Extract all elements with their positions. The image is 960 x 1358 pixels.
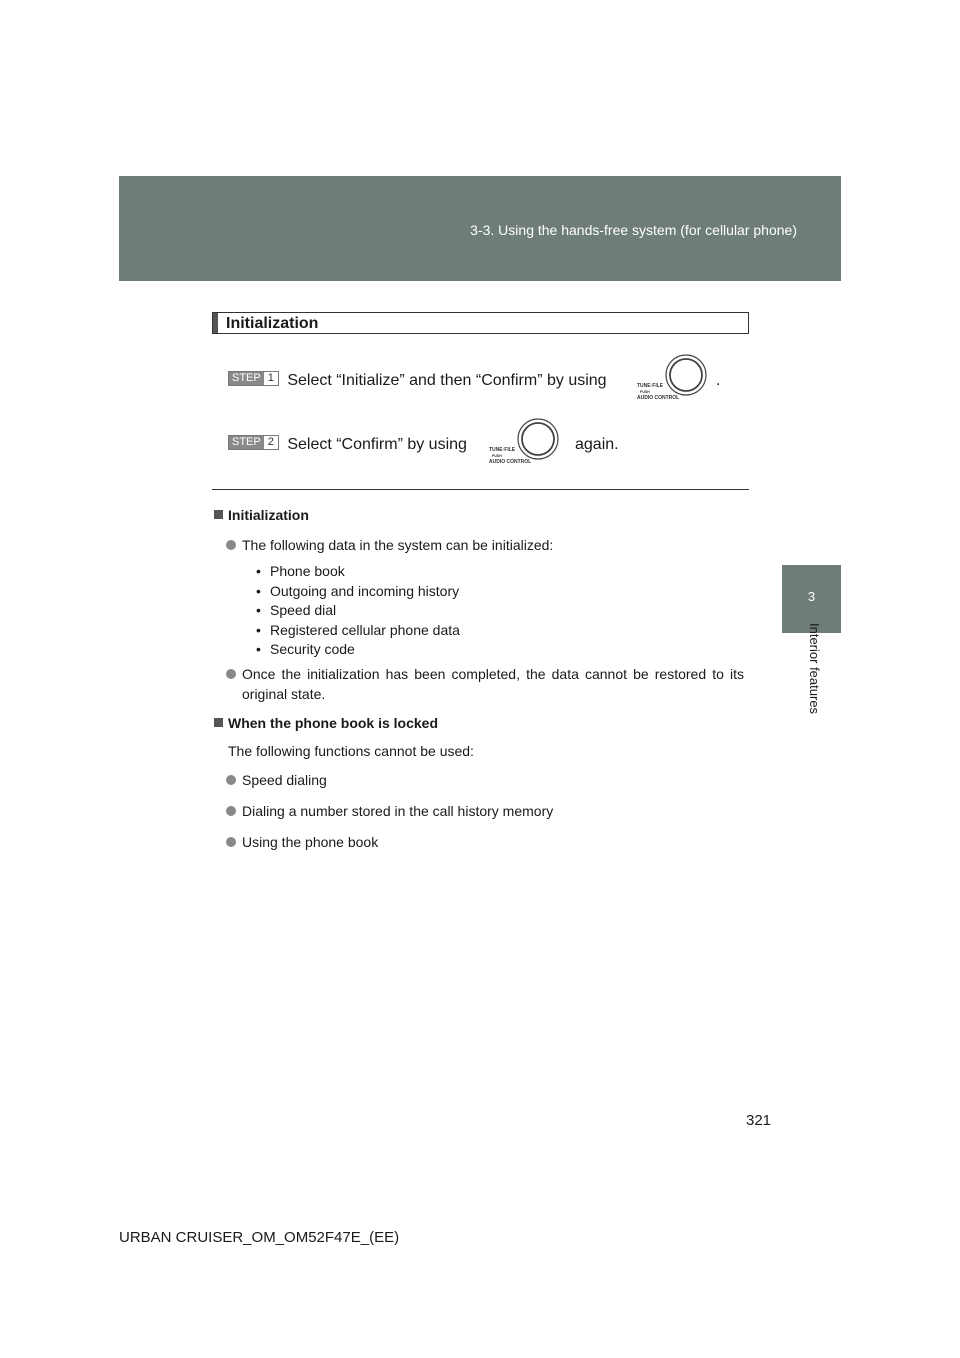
- round-bullet-icon: [226, 540, 236, 550]
- chapter-label: Interior features: [807, 623, 822, 715]
- document-code: URBAN CRUISER_OM_OM52F47E_(EE): [119, 1229, 400, 1246]
- svg-text:PUSH: PUSH: [640, 390, 650, 394]
- page-number: 321: [746, 1112, 772, 1129]
- svg-text:TUNE·FILE: TUNE·FILE: [489, 447, 516, 453]
- svg-text:PUSH: PUSH: [492, 454, 502, 458]
- step-2-text: Select “Confirm” by using: [287, 436, 467, 453]
- step-1-text: Select “Initialize” and then “Confirm” by using: [287, 372, 607, 389]
- square-bullet-icon: [214, 718, 223, 727]
- round-bullet-icon: [226, 837, 236, 847]
- round-bullet-icon: [226, 775, 236, 785]
- initializable-data-list: [256, 562, 744, 660]
- list-item: Dialing a number stored in the call history memory: [214, 801, 744, 821]
- list-item: • Phone book: [256, 562, 744, 582]
- svg-text:AUDIO CONTROL: AUDIO CONTROL: [637, 395, 680, 401]
- section-header-title: 3-3. Using the hands-free system (for cellular phone): [470, 222, 797, 238]
- locked-intro: The following functions cannot be used:: [228, 742, 474, 759]
- notes-section: [214, 507, 744, 863]
- square-bullet-icon: [214, 510, 223, 519]
- step-1: [228, 372, 607, 408]
- list-item: • Security code: [256, 640, 744, 660]
- round-bullet-icon: [226, 669, 236, 679]
- list-item: Once the initialization has been completed, the data cannot be restored to its original state.: [214, 664, 744, 704]
- step-2: [228, 436, 467, 472]
- list-item: Using the phone book: [214, 832, 744, 852]
- chapter-header-band: [119, 176, 841, 281]
- list-item: Speed dialing: [214, 770, 744, 790]
- step-1-suffix: .: [716, 372, 721, 389]
- list-item: • Speed dial: [256, 601, 744, 621]
- list-item: The following data in the system can be initialized:: [214, 535, 744, 555]
- section-title-accent: [213, 313, 218, 333]
- tune-file-knob-icon: [488, 417, 560, 467]
- list-item: • Registered cellular phone data: [256, 621, 744, 641]
- section-title: Initialization: [226, 315, 319, 332]
- tune-file-knob-icon: [636, 353, 708, 403]
- chapter-number: 3: [807, 589, 816, 604]
- step-2-badge: STEP 2: [228, 435, 279, 450]
- section-divider: [212, 489, 749, 490]
- round-bullet-icon: [226, 806, 236, 816]
- step-1-badge: STEP 1: [228, 371, 279, 386]
- note-heading-initialization: Initialization: [214, 507, 744, 523]
- list-item: • Outgoing and incoming history: [256, 582, 744, 602]
- step-2-suffix: again.: [575, 436, 619, 453]
- section-title-box: [212, 312, 749, 334]
- note-heading-phone-book-locked: When the phone book is locked: [214, 715, 744, 731]
- svg-text:AUDIO CONTROL: AUDIO CONTROL: [489, 459, 532, 465]
- svg-text:TUNE·FILE: TUNE·FILE: [637, 383, 664, 389]
